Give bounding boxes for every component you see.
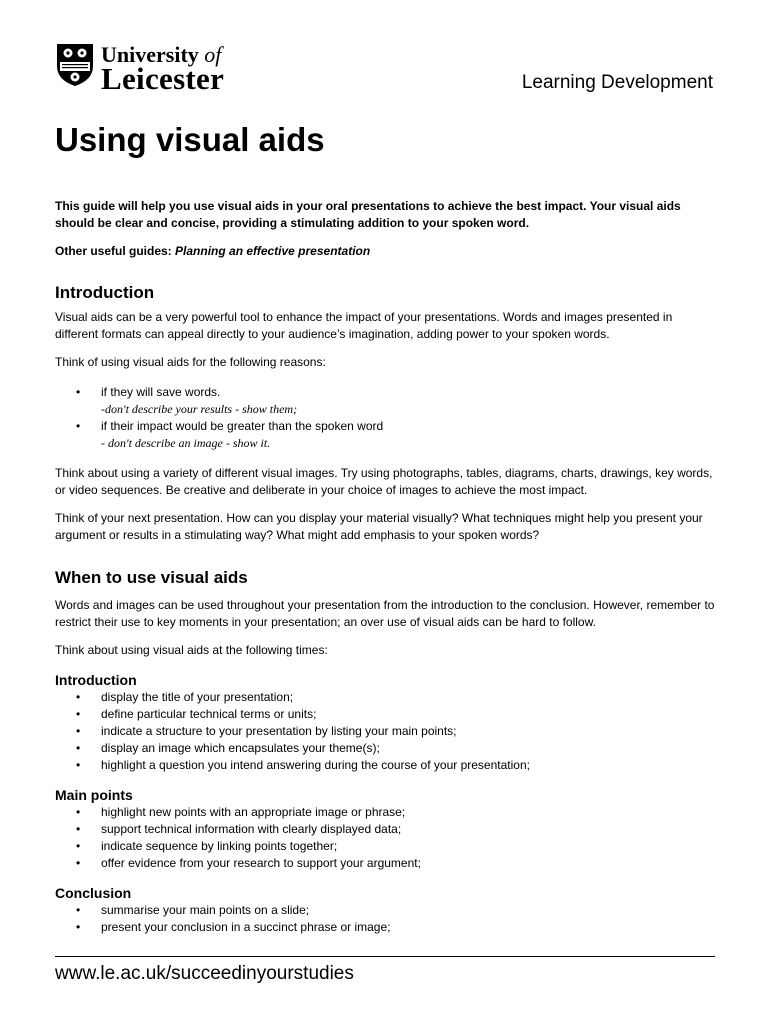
list-item: • offer evidence from your research to support your argument; [55, 855, 715, 872]
list-item: • support technical information with clearly displayed data; [55, 821, 715, 838]
intro-paragraph-2: Think of using visual aids for the following reasons: [55, 355, 326, 369]
intro-paragraph-3: Think about using a variety of different visual images. Try using photographs, tables, diagrams, charts, drawings, key words, or video sequences. Be creative and deliberate in your choice of images to achieve the most impact. [55, 466, 713, 497]
list-item: • indicate sequence by linking points together; [55, 838, 715, 855]
list-item: • display an image which encapsulates your theme(s); [55, 740, 715, 757]
subheading-introduction: Introduction [55, 672, 137, 688]
list-item: • highlight new points with an appropriate image or phrase; [55, 804, 715, 821]
list-item: • present your conclusion in a succinct phrase or image; [55, 919, 715, 936]
list-item: • display the title of your presentation; [55, 689, 715, 706]
logo-university-text: University of [101, 42, 222, 67]
main-points-list [55, 804, 715, 872]
subheading-main-points: Main points [55, 787, 133, 803]
conclusion-list [55, 902, 715, 936]
document-body [55, 198, 715, 936]
list-item: • if their impact would be greater than the spoken word - don't describe an image - show it. [55, 418, 715, 452]
logo-leicester-text: Leicester [101, 61, 225, 96]
intro-paragraph-4: Think of your next presentation. How can you display your material visually? What techniques might help you present your argument or results in a stimulating way? What might add emphasis to your spoken words? [55, 511, 703, 542]
when-heading: When to use visual aids [55, 568, 248, 587]
reasons-list [55, 384, 715, 452]
section-label: Learning Development [521, 72, 713, 93]
list-item: • indicate a structure to your presentation by listing your main points; [55, 723, 715, 740]
subheading-conclusion: Conclusion [55, 885, 132, 901]
list-item: • if they will save words. -don't describe your results - show them; [55, 384, 715, 418]
other-guides-label: Other useful guides: [55, 244, 172, 258]
when-paragraph-2: Think about using visual aids at the following times: [55, 643, 328, 657]
list-item: • define particular technical terms or units; [55, 706, 715, 723]
university-logo [55, 42, 270, 96]
other-guides-link[interactable]: Planning an effective presentation [175, 244, 371, 258]
list-item: • highlight a question you intend answering during the course of your presentation; [55, 757, 715, 774]
list-item: • summarise your main points on a slide; [55, 902, 715, 919]
introduction-list [55, 689, 715, 774]
lead-paragraph: This guide will help you use visual aids in your oral presentations to achieve the best impact. Your visual aids should be clear and concise, providing a stimulating addition to your spoken word. [55, 199, 681, 230]
when-paragraph-1: Words and images can be used throughout your presentation from the introduction to the conclusion. However, remember to restrict their use to key moments in your presentation; an over use of visual aids can be hard to follow. [55, 598, 715, 629]
introduction-heading: Introduction [55, 283, 155, 302]
footer-divider [55, 956, 715, 957]
crest-icon [55, 42, 95, 88]
other-guides [55, 243, 715, 260]
intro-paragraph-1: Visual aids can be a very powerful tool to enhance the impact of your presentations. Words and images presented in different formats can appeal directly to your audience’s imagination, adding power to your spoken words. [55, 310, 673, 341]
footer-url-link[interactable]: www.le.ac.uk/succeedinyourstudies [55, 963, 354, 984]
page-title: Using visual aids [55, 121, 325, 158]
